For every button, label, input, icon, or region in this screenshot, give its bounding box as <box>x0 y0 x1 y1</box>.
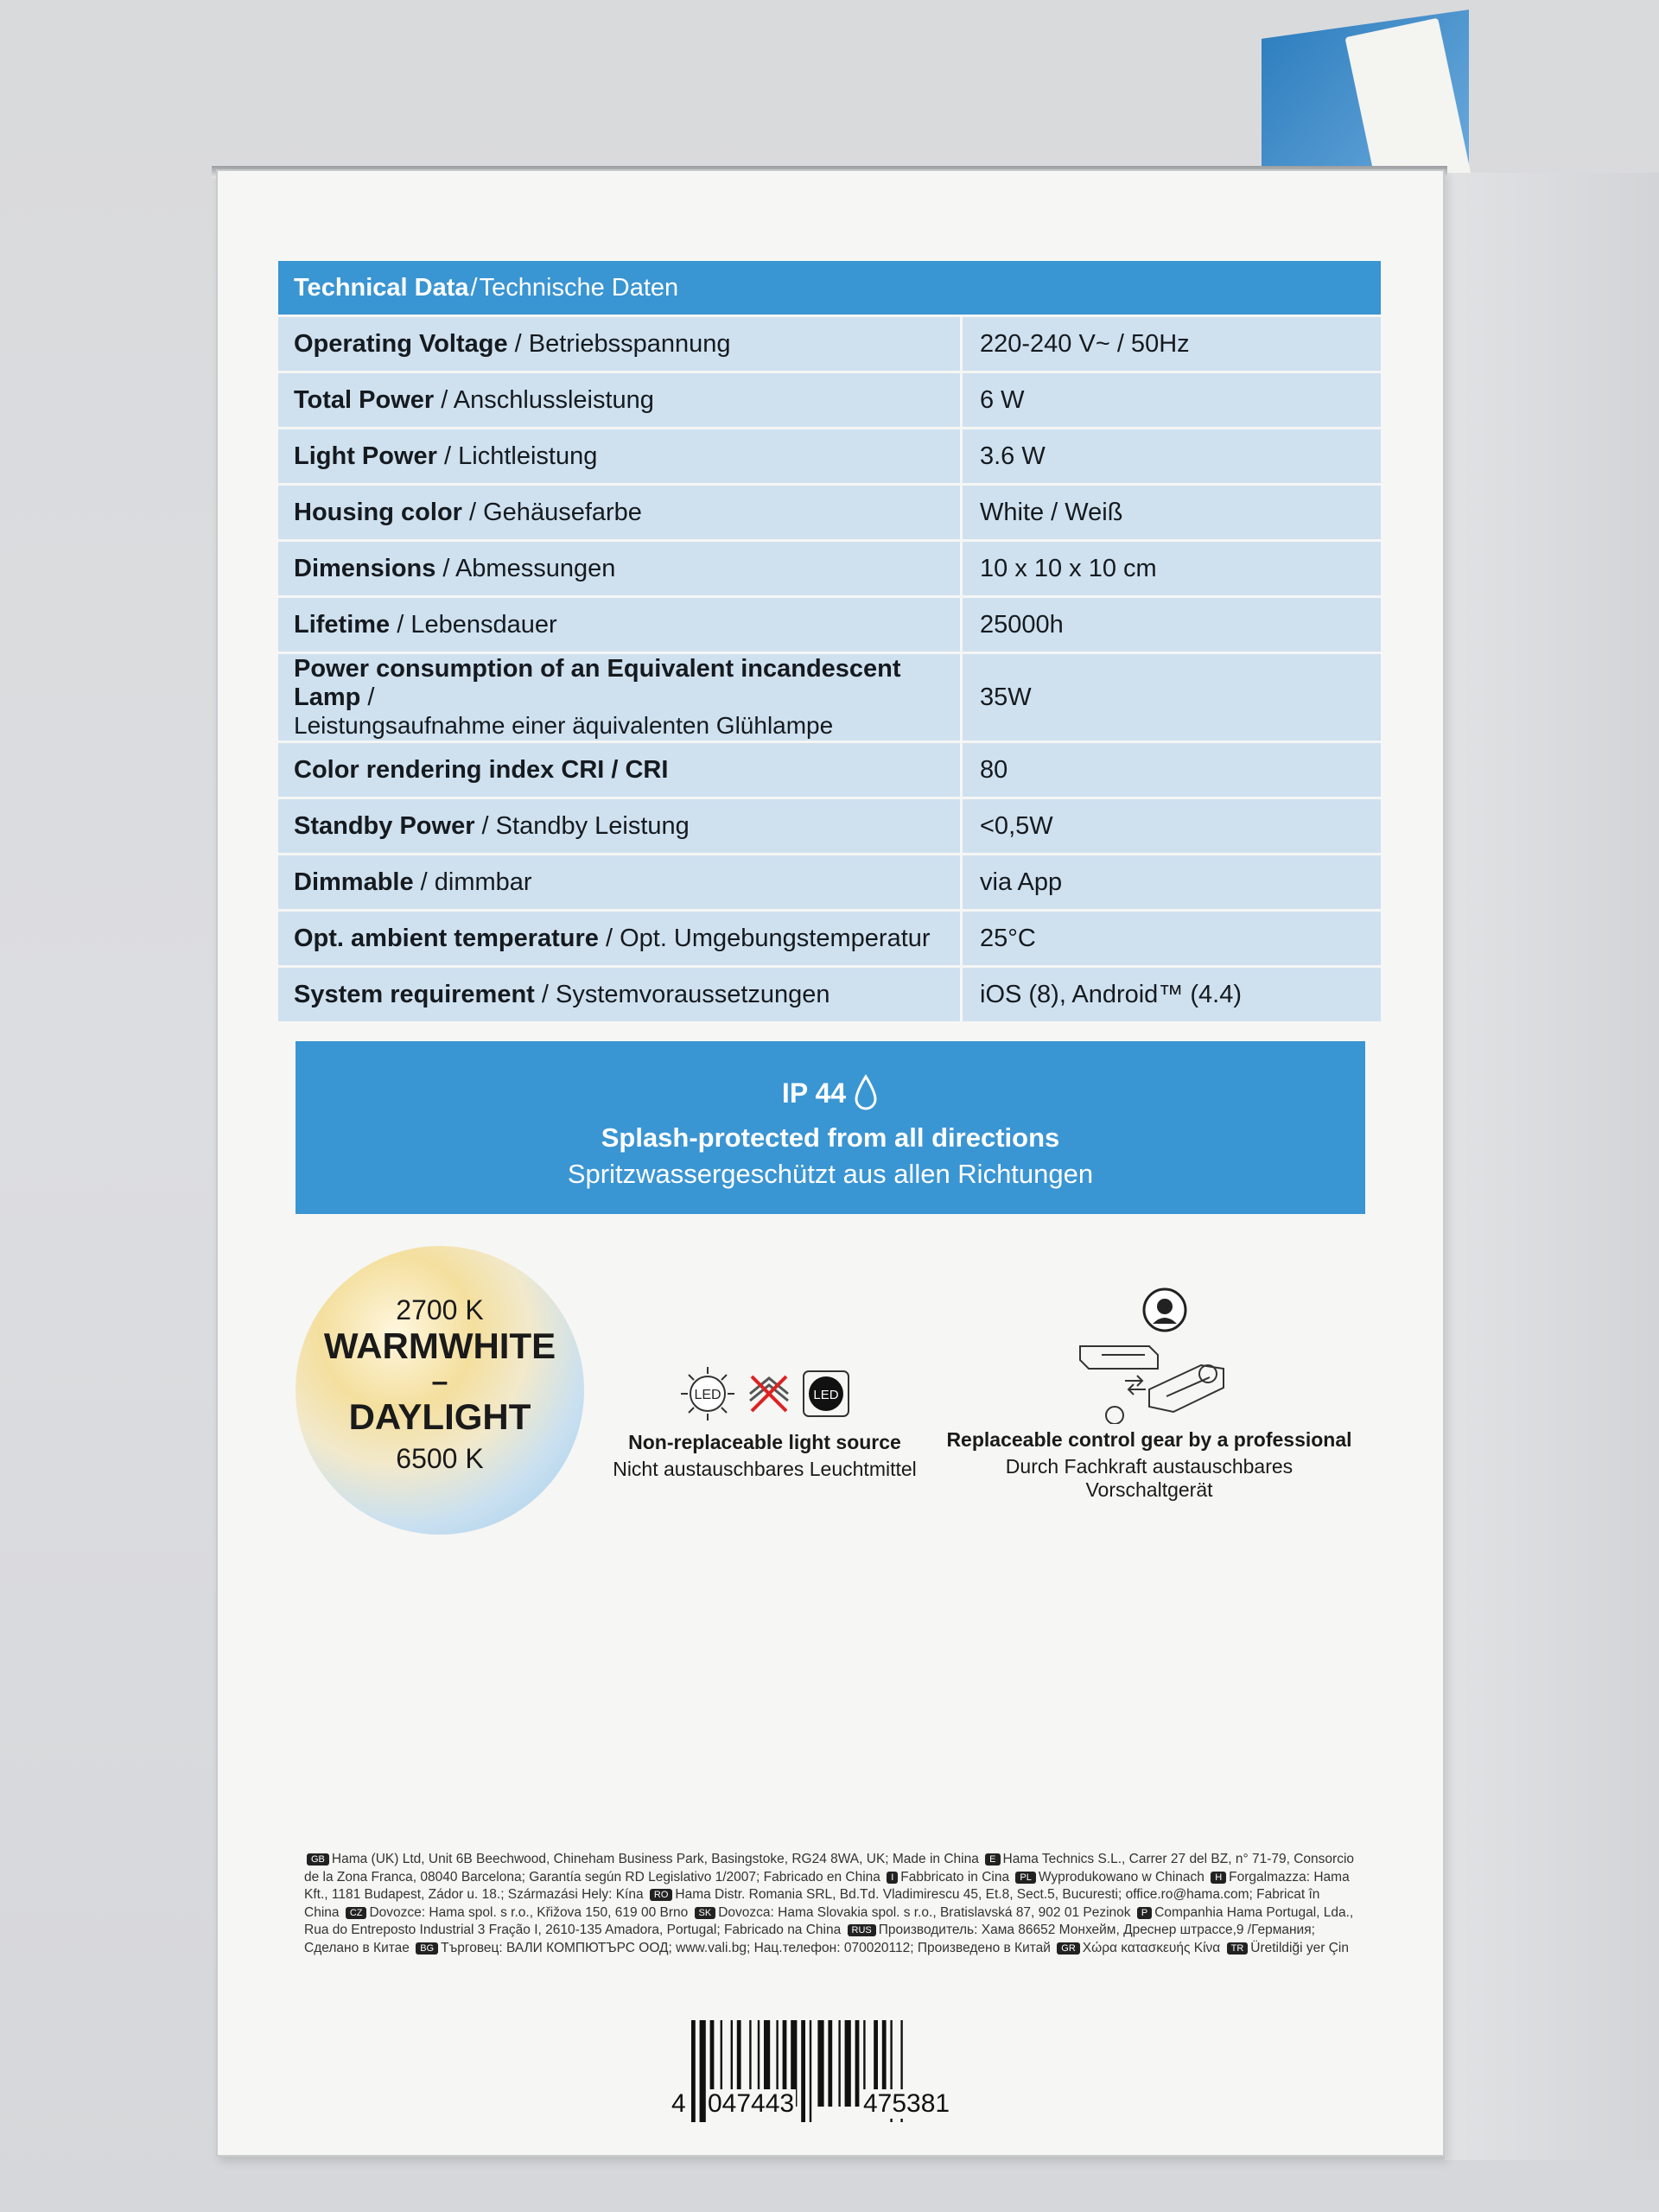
spec-label-en: Dimensions <box>294 554 436 582</box>
spec-label-de: Betriebsspannung <box>528 329 731 358</box>
spec-label-en: Power consumption of an Equivalent incandescent Lamp <box>294 655 901 711</box>
ip44-banner <box>296 1041 1365 1214</box>
legal-text: Companhia Hama Portugal, Lda., Rua do Entreposto Industrial 3 Fração I, 2610-135 Amadora, Portugal; Fabricado na China <box>304 1904 1354 1937</box>
spec-value: 25000h <box>980 610 1064 639</box>
spec-value: White / Weiß <box>980 498 1123 526</box>
barcode-bar <box>838 2020 840 2107</box>
spec-value: iOS (8), Android™ (4.4) <box>980 980 1242 1008</box>
barcode-bar <box>801 2020 805 2122</box>
led-text: LED <box>694 1388 721 1402</box>
warm-kelvin: 2700 K <box>396 1294 484 1325</box>
ip-description-en: Splash-protected from all directions <box>601 1122 1060 1153</box>
spec-label-en: Housing color <box>294 498 462 526</box>
barcode-bar <box>817 2020 823 2107</box>
legal-text: Производитель: Хама 86652 Монхейм, Дреснер штрассе,9 /Германия; Сделано в Китае <box>304 1923 1315 1955</box>
daylight-kelvin: 6500 K <box>396 1443 484 1474</box>
spec-label-de: Abmessungen <box>454 554 616 582</box>
spec-label-de: Systemvoraussetzungen <box>556 980 830 1008</box>
spec-row-total-power: Total Power / Anschlussleistung 6 W <box>278 373 1381 427</box>
spec-value: 10 x 10 x 10 cm <box>980 554 1157 582</box>
country-tag: P <box>1137 1907 1152 1919</box>
barcode-digits-2: 047443 <box>708 2089 795 2118</box>
spec-value: <0,5W <box>980 811 1053 840</box>
country-tag: I <box>887 1872 898 1884</box>
spec-row-lifetime: Lifetime / Lebensdauer 25000h <box>278 598 1381 652</box>
spec-value: 80 <box>980 755 1008 784</box>
barcode-bar <box>810 2020 811 2122</box>
barcode-digit-1: 4 <box>671 2089 686 2118</box>
led-text: LED <box>813 1388 839 1402</box>
warmwhite-label: WARMWHITE <box>323 1325 556 1366</box>
spec-row-light-power: Light Power / Lichtleistung 3.6 W <box>278 429 1381 483</box>
legal-text: Üretildiği yer Çin <box>1250 1940 1349 1955</box>
led-module-icon <box>800 1368 852 1420</box>
spec-label-de: Leistungsaufnahme einer äquivalenten Glühlampe <box>294 712 834 739</box>
spec-label-en: Standby Power <box>294 811 475 840</box>
spec-value: 25°C <box>980 924 1036 952</box>
legal-text: Forgalmazza: Hama Kft., 1181 Budapest, Zádor u. 18.; Származási Hely: Kína <box>304 1869 1350 1902</box>
barcode-bar <box>845 2020 851 2107</box>
country-tag: GR <box>1057 1942 1080 1955</box>
spec-row-ambient-temperature: Opt. ambient temperature / Opt. Umgebungstemperatur 25°C <box>278 912 1381 965</box>
ip-description-de: Spritzwassergeschützt aus allen Richtungen <box>567 1159 1094 1189</box>
spec-label-de: Opt. Umgebungstemperatur <box>620 924 931 952</box>
spec-label-de: Gehäusefarbe <box>483 498 642 526</box>
spec-label-en: Light Power <box>294 442 437 470</box>
country-tag: BG <box>416 1942 438 1955</box>
ean-barcode <box>665 2020 994 2150</box>
control-gear-de: Durch Fachkraft austauschbares Vorschaltgerät <box>1005 1455 1294 1501</box>
spec-row-equivalent-power: Power consumption of an Equivalent incandescent Lamp / Leistungsaufnahme einer äquivalenten Glühlampe 35W <box>278 654 1381 741</box>
spec-label-de: Standby Leistung <box>495 811 690 840</box>
legal-text: Hama (UK) Ltd, Unit 6B Beechwood, Chineham Business Park, Basingstoke, RG24 8WA, UK; Made in China <box>331 1852 979 1866</box>
barcode-bar <box>691 2020 696 2122</box>
spec-row-cri <box>278 743 1381 797</box>
spec-label-de: Lichtleistung <box>458 442 598 470</box>
legal-text: Χώρα κατασκευής Κίνα <box>1082 1940 1221 1955</box>
barcode-bar <box>855 2020 860 2107</box>
control-gear-icon <box>1063 1286 1236 1424</box>
barcode-bar <box>828 2020 832 2107</box>
led-bulb-icon <box>677 1363 738 1424</box>
spec-label-en: Operating Voltage <box>294 329 508 358</box>
barcode-digits-3: 475381 <box>863 2089 950 2118</box>
spec-value: via App <box>980 868 1063 896</box>
legal-text: Wyprodukowano w Chinach <box>1038 1869 1205 1885</box>
country-tag: PL <box>1015 1872 1035 1884</box>
spec-row-system-requirement: System requirement / Systemvoraussetzungen iOS (8), Android™ (4.4) <box>278 968 1381 1021</box>
spec-label-en: Opt. ambient temperature <box>294 924 599 952</box>
color-temperature-disc <box>296 1246 584 1535</box>
country-tag: RUS <box>848 1924 876 1936</box>
header-en: Technical Data <box>294 273 469 302</box>
non-replaceable-light-source <box>605 1363 925 1481</box>
legal-text: Dovozca: Hama Slovakia spol. s r.o., Bratislavská 87, 902 01 Pezinok <box>718 1904 1131 1920</box>
replaceable-control-gear <box>942 1286 1357 1502</box>
spec-label-de: Lebensdauer <box>410 610 557 639</box>
legal-text: Hama Technics S.L., Carrer 27 del BZ, n° 71-79, Consorcio de la Zona Franca, 08040 Barcelona; Garantía según RD Legislativo 1/2007; Fabricado en China <box>304 1852 1355 1885</box>
spec-label-de: dimmbar <box>434 868 532 896</box>
non-replaceable-en: Non-replaceable light source <box>628 1431 901 1453</box>
spec-row-dimensions: Dimensions / Abmessungen 10 x 10 x 10 cm <box>278 542 1381 595</box>
spec-label-en: Dimmable <box>294 868 414 896</box>
spec-label-en: Total Power <box>294 385 435 414</box>
header-de: Technische Daten <box>479 273 679 302</box>
country-tag: E <box>985 1853 1000 1866</box>
legal-text: Hama Distr. Romania SRL, Bd.Td. Vladimirescu 45, Et.8, Sect.5, Bucuresti; office.ro@hama.com; Fabricat în China <box>304 1887 1320 1920</box>
barcode-bar <box>700 2020 706 2122</box>
country-tag: RO <box>650 1889 673 1901</box>
range-dash: – <box>431 1365 448 1398</box>
country-tag: H <box>1211 1872 1226 1884</box>
control-gear-en: Replaceable control gear by a professional <box>946 1428 1352 1451</box>
spec-row-operating-voltage: Operating Voltage / Betriebsspannung 220-240 V~ / 50Hz <box>278 317 1381 371</box>
spec-value: 3.6 W <box>980 442 1046 470</box>
country-tag: SK <box>695 1907 716 1919</box>
spec-row-standby-power: Standby Power / Standby Leistung <0,5W <box>278 799 1381 853</box>
no-replacement-cross-icon <box>743 1368 795 1420</box>
spec-label-en: Lifetime <box>294 610 391 639</box>
spec-value: 35W <box>980 683 1032 711</box>
country-tag: TR <box>1227 1942 1249 1955</box>
daylight-label: DAYLIGHT <box>348 1396 531 1437</box>
spec-row-housing-color: Housing color / Gehäusefarbe White / Weiß <box>278 486 1381 539</box>
spec-value: 6 W <box>980 385 1025 414</box>
ip-rating: IP 44 <box>781 1077 847 1109</box>
background-wall <box>1445 173 1659 2160</box>
spec-value: 220-240 V~ / 50Hz <box>980 329 1190 358</box>
technical-data-header <box>278 261 1381 315</box>
country-tag: GB <box>307 1853 329 1866</box>
legal-importer-text <box>304 1851 1357 1957</box>
spec-label-en: Color rendering index CRI / CRI <box>294 755 669 784</box>
legal-text: Fabbricato in Cina <box>900 1869 1010 1885</box>
technical-data-table <box>278 261 1381 1021</box>
legal-text: Търговец: ВАЛИ КОМПЮТЪРС ООД; www.vali.bg; Нац.телефон: 070020112; Произведено в Китай <box>441 1940 1051 1955</box>
water-drop-icon <box>853 1074 879 1112</box>
spec-row-dimmable: Dimmable / dimmbar via App <box>278 855 1381 909</box>
non-replaceable-de: Nicht austauschbares Leuchtmittel <box>613 1458 917 1480</box>
spec-label-de: Anschlussleistung <box>453 385 654 414</box>
spec-label-en: System requirement <box>294 980 535 1008</box>
legal-text: Dovozce: Hama spol. s r.o., Křižova 150, 619 00 Brno <box>369 1904 689 1920</box>
country-tag: CZ <box>346 1907 367 1919</box>
header-separator: / <box>470 273 478 302</box>
